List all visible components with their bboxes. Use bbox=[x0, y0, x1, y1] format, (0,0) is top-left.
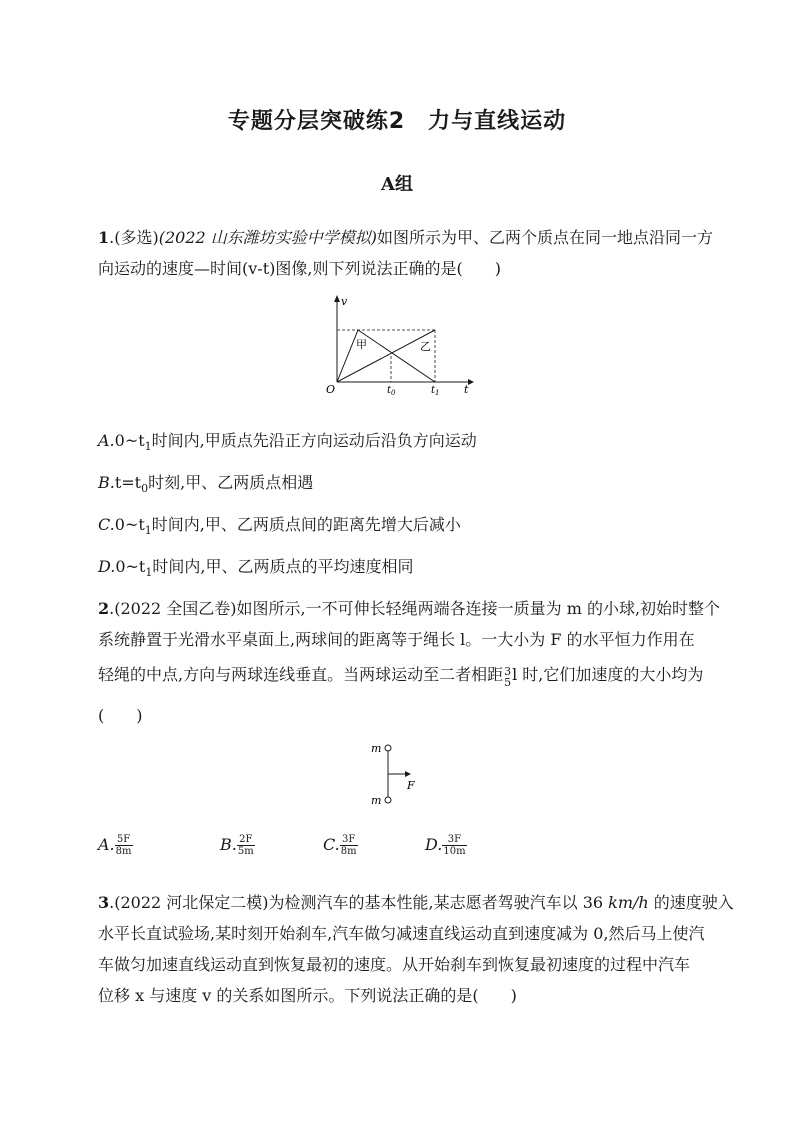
bottom-ball bbox=[385, 797, 391, 803]
q3-line-1: 3.(2022 河北保定二模)为检测汽车的基本性能,某志愿者驾驶汽车以 36 km/h 的速度驶入 bbox=[98, 893, 734, 912]
force-arrowhead bbox=[405, 771, 411, 777]
q2-line-3: 轻绳的中点,方向与两球连线垂直。当两球运动至二者相距 3 5 l 时,它们加速度的大小均为 bbox=[98, 665, 704, 689]
page-title: 专题分层突破练2 力与直线运动 bbox=[227, 109, 567, 134]
q1-option-c[interactable]: $C.0\sim t_1$时间内,甲、乙两质点间的距离先增大后减小 bbox=[98, 515, 461, 538]
v-axis-label: v bbox=[341, 295, 348, 308]
q2-number: 2 bbox=[98, 599, 110, 618]
t1-label: $t_1$ bbox=[431, 385, 440, 396]
q1-option-b[interactable]: $B.t=t_0$时刻,甲、乙两质点相遇 bbox=[98, 473, 314, 496]
q3-number: 3 bbox=[98, 893, 110, 912]
top-mass-label: m bbox=[371, 742, 382, 755]
top-ball bbox=[385, 745, 391, 751]
rope-ball-diagram bbox=[368, 738, 428, 810]
t-axis-arrow bbox=[468, 379, 474, 385]
t0-label: $t_0$ bbox=[387, 385, 396, 396]
yi-line bbox=[337, 330, 435, 382]
bottom-mass-label: m bbox=[371, 794, 382, 807]
q2-option-d[interactable]: D. $\frac{3F}{10m}$ bbox=[425, 834, 466, 857]
q2-option-b[interactable]: B. $\frac{2F}{5m}$ bbox=[220, 834, 254, 857]
q1-line-2: 向运动的速度—时间(v-t)图像,则下列说法正确的是( ) bbox=[98, 259, 501, 278]
yi-label: 乙 bbox=[420, 340, 431, 353]
q1-text-1: 如图所示为甲、乙两个质点在同一地点沿同一方 bbox=[377, 228, 714, 247]
q1-option-d[interactable]: $D.0\sim t_1$时间内,甲、乙两质点的平均速度相同 bbox=[98, 557, 414, 580]
jia-label: 甲 bbox=[356, 338, 367, 351]
v-axis-arrow bbox=[334, 295, 340, 302]
q3-line-3: 车做匀加速直线运动直到恢复最初的速度。从开始刹车到恢复最初速度的过程中汽车 bbox=[98, 955, 691, 974]
q3-line-4: 位移 x 与速度 v 的关系如图所示。下列说法正确的是( ) bbox=[98, 986, 517, 1005]
origin-label: O bbox=[326, 383, 336, 396]
q2-line-4: ( ) bbox=[98, 706, 143, 725]
q1-number: 1 bbox=[98, 228, 110, 247]
q1-source: (2022 山东潍坊实验中学模拟) bbox=[158, 228, 378, 247]
q2-distance-fraction: 3 5 bbox=[504, 665, 512, 689]
q2-option-a[interactable]: A. $\frac{5F}{8m}$ bbox=[98, 834, 132, 857]
group-heading: A组 bbox=[381, 174, 413, 195]
q2-line-2: 系统静置于光滑水平桌面上,两球间的距离等于绳长 l。一大小为 F 的水平恒力作用在 bbox=[98, 630, 695, 649]
q3-line-2: 水平长直试验场,某时刻开始刹车,汽车做匀减速直线运动直到速度减为 0,然后马上使汽 bbox=[98, 924, 705, 943]
q2-option-c[interactable]: C. $\frac{3F}{8m}$ bbox=[323, 834, 357, 857]
q2-line-1: 2.(2022 全国乙卷)如图所示,一不可伸长轻绳两端各连接一质量为 m 的小球,初始时整个 bbox=[98, 599, 721, 618]
q1-line-1 bbox=[98, 225, 713, 248]
q1-prefix: .(多选) bbox=[109, 228, 159, 247]
q1-option-a[interactable]: $A.0\sim t_1$时间内,甲质点先沿正方向运动后沿负方向运动 bbox=[98, 431, 477, 454]
force-label: F bbox=[407, 779, 415, 792]
t-axis-label: t bbox=[464, 383, 469, 396]
vt-graph bbox=[318, 292, 478, 396]
